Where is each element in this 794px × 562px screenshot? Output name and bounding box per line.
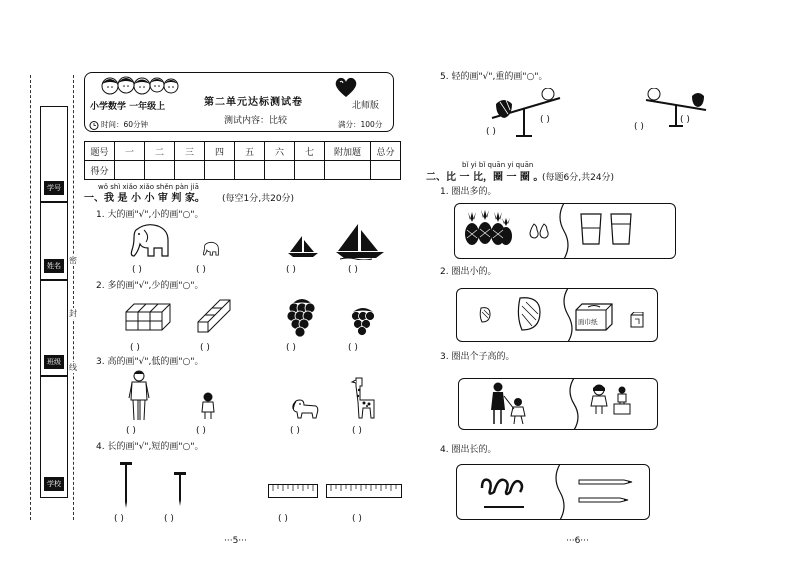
long-nail-image <box>120 462 132 508</box>
answer-blank[interactable]: ( ) <box>352 426 362 436</box>
score-header-cell: 附加题 <box>325 142 371 161</box>
student-id-label: 学号 <box>44 181 64 195</box>
puppy-image <box>288 396 320 420</box>
q2-instruction: 2. 多的画"√",少的画"○"。 <box>96 281 204 291</box>
score-cell[interactable] <box>265 161 295 180</box>
heart-icon <box>334 76 358 98</box>
cube-stack-small-image <box>196 298 232 334</box>
s2-q1-instruction: 1. 圈出多的。 <box>440 187 497 197</box>
score-header-cell: 题号 <box>85 142 115 161</box>
panel-curve-divider <box>566 378 580 430</box>
full-score: 满分：100分 <box>338 120 383 129</box>
score-cell[interactable] <box>235 161 265 180</box>
q4-instruction: 4. 长的画"√",短的画"○"。 <box>96 442 204 452</box>
mother-and-child-image <box>488 382 532 426</box>
q1-instruction: 1. 大的画"√",小的画"○"。 <box>96 210 204 220</box>
class-box <box>40 280 68 376</box>
name-box <box>40 202 68 280</box>
sailboat-small-image <box>288 234 318 258</box>
answer-blank[interactable]: ( ) <box>196 265 206 275</box>
answer-blank[interactable]: ( ) <box>164 514 174 524</box>
score-cell[interactable] <box>115 161 145 180</box>
score-table <box>84 141 401 180</box>
school-label: 学校 <box>44 477 64 491</box>
answer-blank[interactable]: ( ) <box>352 514 362 524</box>
answer-blank[interactable]: ( ) <box>540 115 550 125</box>
sailboat-large-image <box>336 224 384 260</box>
short-child-image <box>200 392 216 420</box>
answer-blank[interactable]: ( ) <box>348 265 358 275</box>
test-content: 测试内容：比较 <box>224 116 288 126</box>
score-header-cell: 二 <box>145 142 175 161</box>
binding-line-inner <box>73 75 74 520</box>
bread-small-image <box>478 306 492 324</box>
page-number-right: ···6··· <box>566 536 589 546</box>
answer-blank[interactable]: ( ) <box>286 343 296 353</box>
cut-mark-close: 封 <box>69 309 77 318</box>
score-header-cell: 五 <box>235 142 265 161</box>
score-table-header-row <box>85 142 401 161</box>
elephant-small-image <box>202 240 220 258</box>
q5-instruction: 5. 轻的画"√",重的画"○"。 <box>440 72 548 82</box>
page-number-left: ···5··· <box>224 536 247 546</box>
balance-scale-right-image <box>642 88 710 128</box>
score-cell[interactable] <box>175 161 205 180</box>
school-box <box>40 376 68 498</box>
s2-q4-instruction: 4. 圈出长的。 <box>440 445 497 455</box>
pencil-long-image <box>578 478 634 486</box>
student-id-box <box>40 106 68 202</box>
section2-title: 二、比 一 比，圈 一 圈 。 <box>426 172 544 183</box>
edition-label: 北师版 <box>352 101 380 111</box>
wavy-rope-image <box>480 474 526 496</box>
answer-blank[interactable]: ( ) <box>196 426 206 436</box>
s2-q3-instruction: 3. 圈出个子高的。 <box>440 352 515 362</box>
children-illustration <box>100 74 180 96</box>
section2-note: (每题6分,共24分) <box>542 173 615 183</box>
glasses-image <box>578 212 634 246</box>
bread-large-image <box>514 296 542 332</box>
binding-line-outer <box>30 75 31 520</box>
grapes-small-image <box>348 306 378 336</box>
cut-mark-seal: 密 <box>69 256 77 265</box>
pineapples-image <box>462 208 514 246</box>
short-ruler-image <box>268 484 318 498</box>
pencil-short-image <box>578 496 634 504</box>
answer-blank[interactable]: ( ) <box>200 343 210 353</box>
score-table-score-row <box>85 161 401 180</box>
cut-mark-line: 线 <box>69 363 77 372</box>
class-label: 班级 <box>44 355 64 369</box>
cube-stack-large-image <box>124 302 174 332</box>
tall-man-image <box>128 370 150 422</box>
elephant-large-image <box>128 222 172 260</box>
panel-curve-divider <box>556 203 570 259</box>
score-cell[interactable] <box>145 161 175 180</box>
score-cell[interactable] <box>295 161 325 180</box>
answer-blank[interactable]: ( ) <box>348 343 358 353</box>
exam-title: 第二单元达标测试卷 <box>204 97 303 108</box>
time-limit: 时间：60分钟 <box>101 120 149 129</box>
panel-curve-divider <box>552 464 566 520</box>
balance-scale-left-image <box>484 88 568 140</box>
score-cell[interactable] <box>205 161 235 180</box>
section1-title: 一、我 是 小 小 审 判 家。 <box>84 193 205 204</box>
score-header-cell: 六 <box>265 142 295 161</box>
two-children-image <box>588 384 632 416</box>
section2-pinyin: bǐ yi bǐ quān yi quān <box>462 161 534 169</box>
answer-blank[interactable]: ( ) <box>290 426 300 436</box>
tissue-box-label: 面巾纸 <box>578 318 598 326</box>
answer-blank[interactable]: ( ) <box>286 265 296 275</box>
panel-curve-divider <box>560 288 574 342</box>
pears-image <box>528 222 552 240</box>
answer-blank[interactable]: ( ) <box>278 514 288 524</box>
grapes-large-image <box>286 296 318 338</box>
score-cell[interactable] <box>371 161 401 180</box>
alarm-clock-icon <box>89 120 99 130</box>
long-ruler-image <box>326 484 402 498</box>
score-cell[interactable] <box>325 161 371 180</box>
answer-blank[interactable]: ( ) <box>114 514 124 524</box>
answer-blank[interactable]: ( ) <box>634 122 644 132</box>
short-nail-image <box>174 472 186 506</box>
straight-line-image <box>484 506 524 508</box>
name-label: 姓名 <box>44 259 64 273</box>
score-row-label: 得分 <box>85 161 115 180</box>
q3-instruction: 3. 高的画"√",低的画"○"。 <box>96 357 204 367</box>
subject-label: 小学数学 一年级上 <box>90 102 166 112</box>
score-header-cell: 七 <box>295 142 325 161</box>
score-header-cell: 四 <box>205 142 235 161</box>
section1-pinyin: wǒ shì xiǎo xiǎo shěn pàn jiā <box>98 183 199 191</box>
tissue-box-small-image <box>630 312 644 328</box>
tissue-box-large-image <box>574 302 614 332</box>
answer-blank[interactable]: ( ) <box>680 115 690 125</box>
answer-blank[interactable]: ( ) <box>130 343 140 353</box>
score-header-cell: 三 <box>175 142 205 161</box>
answer-blank[interactable]: ( ) <box>126 426 136 436</box>
score-header-cell: 总分 <box>371 142 401 161</box>
answer-blank[interactable]: ( ) <box>486 127 496 137</box>
giraffe-image <box>348 376 380 420</box>
s2-q2-instruction: 2. 圈出小的。 <box>440 267 497 277</box>
section1-note: (每空1分,共20分) <box>222 194 295 204</box>
answer-blank[interactable]: ( ) <box>132 265 142 275</box>
score-header-cell: 一 <box>115 142 145 161</box>
